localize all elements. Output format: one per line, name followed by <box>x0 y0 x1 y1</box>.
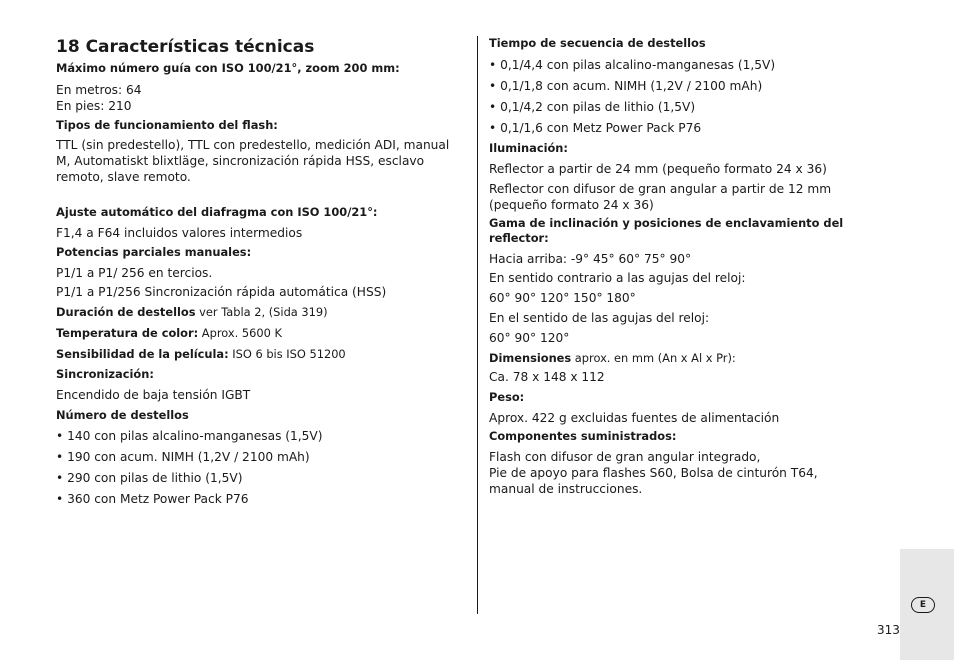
film-speed-label: Sensibilidad de la película: <box>56 347 229 361</box>
flash-duration <box>56 304 461 320</box>
guide-number-label: Máximo número guía con ISO 100/21°, zoom 200 mm: <box>56 61 400 75</box>
flash-duration-value: ver Tabla 2, (Sida 319) <box>195 305 328 319</box>
weight-text: Aprox. 422 g excluidas fuentes de alimentación <box>489 411 780 425</box>
language-badge: E <box>911 597 935 613</box>
list-item: • 290 con pilas de lithio (1,5V) <box>56 471 243 485</box>
dimensions-unit: aprox. en mm (An x Al x Pr): <box>571 351 736 365</box>
film-speed <box>56 346 461 362</box>
flash-modes-text: TTL (sin predestello), TTL con predestello, medición ADI, manual M, Automatiskt blixtläge, sincronización rápida HSS, esclavo remoto, slave remoto. <box>56 138 450 184</box>
clockwise-values: 60° 90° 120° <box>489 331 570 345</box>
color-temperature-value: Aprox. 5600 K <box>198 326 282 340</box>
left-column <box>56 36 461 507</box>
list-item: • 360 con Metz Power Pack P76 <box>56 492 249 506</box>
dimensions-label: Dimensiones <box>489 351 572 365</box>
color-temperature <box>56 325 461 341</box>
list-item: • 0,1/1,6 con Metz Power Pack P76 <box>489 121 702 135</box>
components-line-1: Flash con difusor de gran angular integrado, <box>489 450 761 464</box>
illumination-line-3: (pequeño formato 24 x 36) <box>489 198 654 212</box>
counterclockwise-values: 60° 90° 120° 150° 180° <box>489 291 636 305</box>
partial-power-line-2: P1/1 a P1/256 Sincronización rápida automática (HSS) <box>56 285 387 299</box>
components-line-3: manual de instrucciones. <box>489 482 643 496</box>
illumination-line-2: Reflector con difusor de gran angular a partir de 12 mm <box>489 182 832 196</box>
page-number: 313 <box>877 623 900 637</box>
guide-number-meters: En metros: 64 <box>56 83 142 97</box>
sync-label: Sincronización: <box>56 367 154 381</box>
weight-label: Peso: <box>489 390 525 404</box>
dimensions-values: Ca. 78 x 148 x 112 <box>489 370 605 384</box>
flash-count-label: Número de destellos <box>56 408 189 422</box>
components-line-2: Pie de apoyo para flashes S60, Bolsa de cinturón T64, <box>489 466 818 480</box>
flash-modes-label: Tipos de funcionamiento del flash: <box>56 118 278 132</box>
partial-power-line-1: P1/1 a P1/ 256 en tercios. <box>56 266 213 280</box>
auto-aperture-label: Ajuste automático del diafragma con ISO 100/21°: <box>56 205 378 219</box>
column-divider <box>477 36 478 614</box>
components-label: Componentes suministrados: <box>489 429 677 443</box>
list-item: • 0,1/4,4 con pilas alcalino-manganesas (1,5V) <box>489 58 776 72</box>
tilt-up: Hacia arriba: -9° 45° 60° 75° 90° <box>489 252 692 266</box>
film-speed-value: ISO 6 bis ISO 51200 <box>228 347 346 361</box>
auto-aperture-text: F1,4 a F64 incluidos valores intermedios <box>56 226 303 240</box>
list-item: • 0,1/4,2 con pilas de lithio (1,5V) <box>489 100 696 114</box>
clockwise-label: En el sentido de las agujas del reloj: <box>489 311 710 325</box>
right-column <box>489 36 889 497</box>
dimensions <box>489 350 889 366</box>
list-item: • 140 con pilas alcalino-manganesas (1,5V) <box>56 429 323 443</box>
partial-power-label: Potencias parciales manuales: <box>56 245 252 259</box>
illumination-line-1: Reflector a partir de 24 mm (pequeño formato 24 x 36) <box>489 162 827 176</box>
color-temperature-label: Temperatura de color: <box>56 326 199 340</box>
illumination-label: Iluminación: <box>489 141 568 155</box>
counterclockwise-label: En sentido contrario a las agujas del reloj: <box>489 271 746 285</box>
tilt-range-label: Gama de inclinación y posiciones de enclavamiento del reflector: <box>489 216 844 245</box>
page-title: 18 Características técnicas <box>56 37 315 57</box>
list-item: • 190 con acum. NIMH (1,2V / 2100 mAh) <box>56 450 310 464</box>
sync-text: Encendido de baja tensión IGBT <box>56 388 251 402</box>
list-item: • 0,1/1,8 con acum. NIMH (1,2V / 2100 mAh) <box>489 79 763 93</box>
sequence-time-label: Tiempo de secuencia de destellos <box>489 36 706 50</box>
flash-duration-label: Duración de destellos <box>56 305 196 319</box>
guide-number-feet: En pies: 210 <box>56 99 132 113</box>
